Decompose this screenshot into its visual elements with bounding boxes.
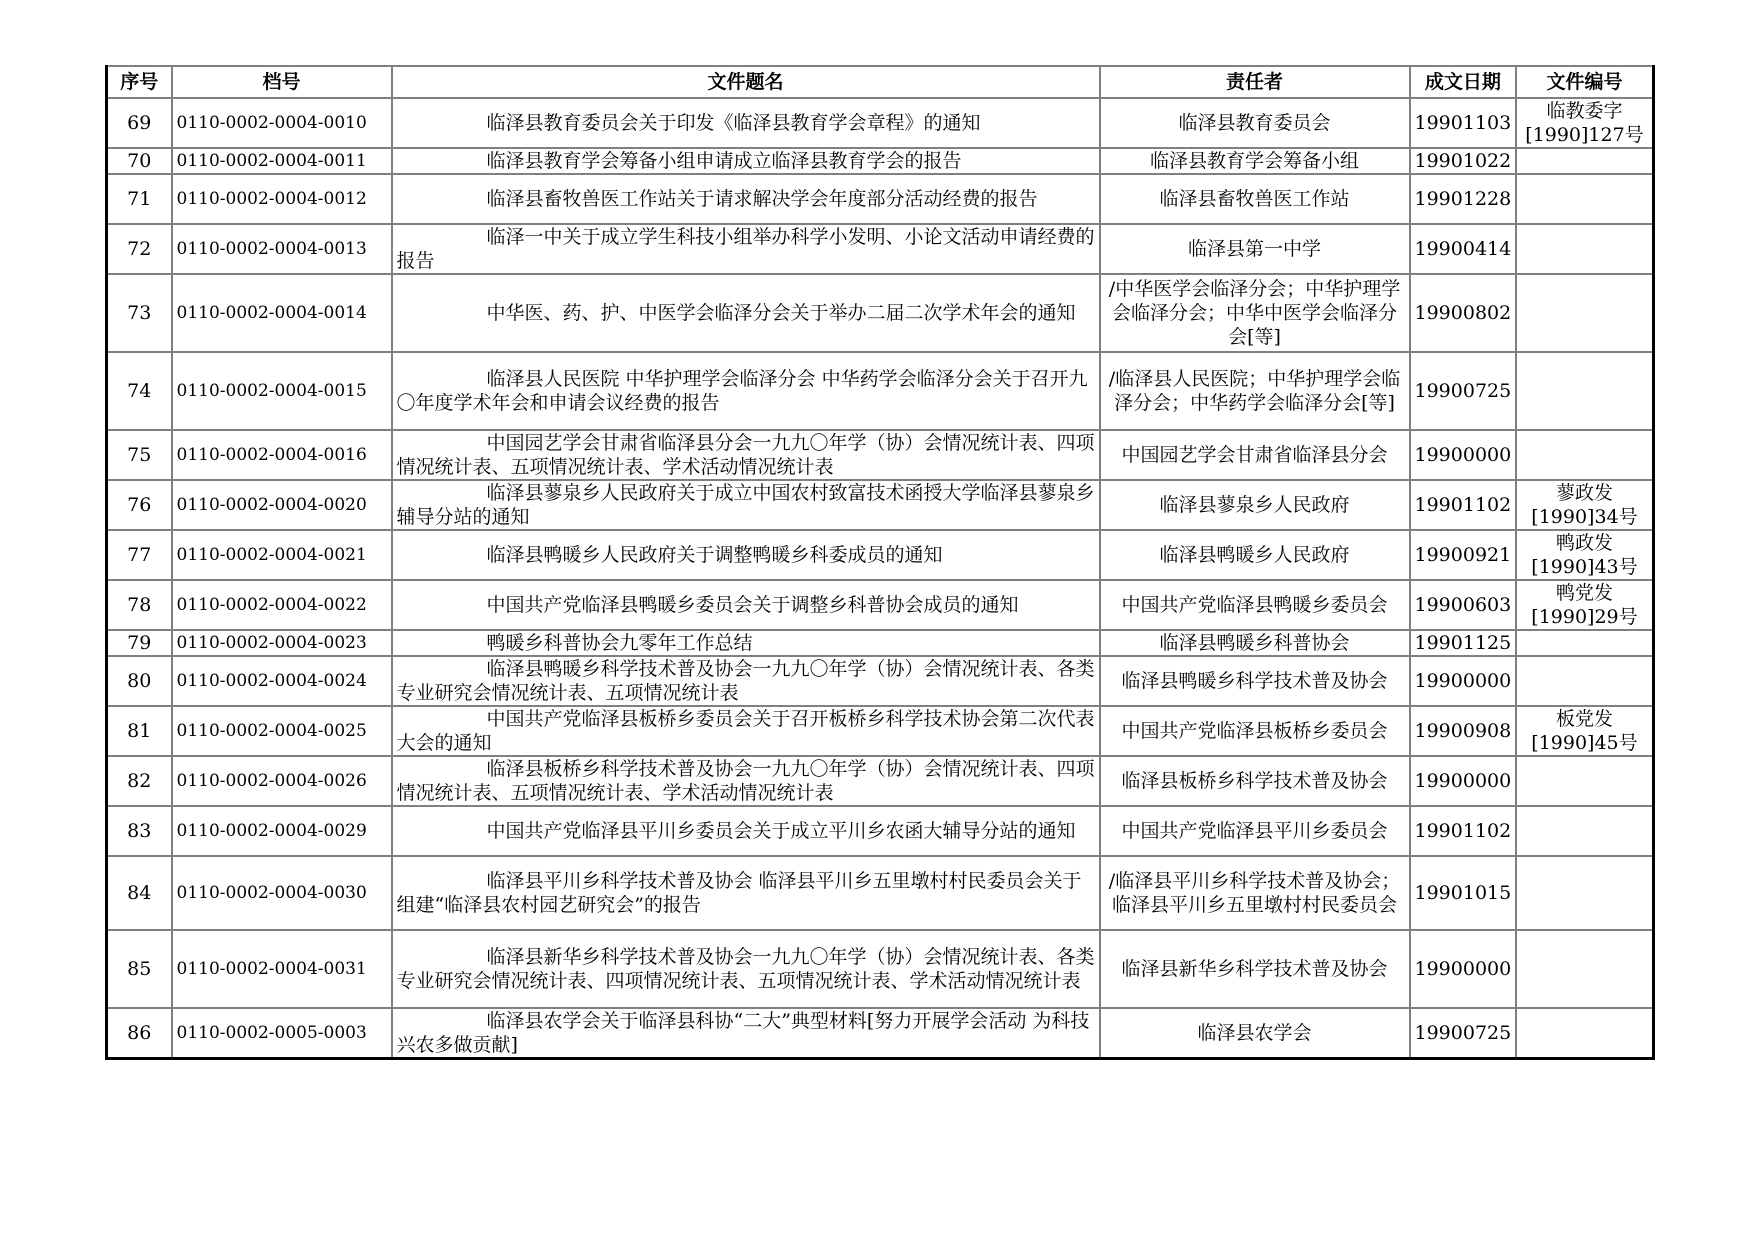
- archive-code-cell: 0110-0002-0004-0012: [172, 174, 392, 224]
- document-title-cell: [392, 148, 1100, 174]
- document-number-cell: [1516, 224, 1653, 274]
- archive-code-cell: 0110-0002-0004-0023: [172, 630, 392, 656]
- responsible-party-cell: 临泽县第一中学: [1100, 224, 1410, 274]
- document-date-cell: 19900414: [1410, 224, 1517, 274]
- document-date-cell: 19900000: [1410, 930, 1517, 1008]
- document-number-cell: [1516, 352, 1653, 430]
- archive-code-cell: 0110-0002-0004-0025: [172, 706, 392, 756]
- document-title-text: 临泽县畜牧兽医工作站关于请求解决学会年度部分活动经费的报告: [486, 188, 1038, 210]
- document-number-cell: [1516, 274, 1653, 352]
- table-row: [107, 148, 1654, 174]
- table-row: [107, 352, 1654, 430]
- table-row: [107, 224, 1654, 274]
- archive-code-cell: 0110-0002-0005-0003: [172, 1008, 392, 1059]
- document-number-cell: 板党发[1990]45号: [1516, 706, 1653, 756]
- document-title-cell: [392, 174, 1100, 224]
- table-row: [107, 630, 1654, 656]
- serial-number-cell: 72: [107, 224, 172, 274]
- document-title-text: 临泽县教育委员会关于印发《临泽县教育学会章程》的通知: [486, 112, 981, 134]
- document-title-text: 临泽县人民医院 中华护理学会临泽分会 中华药学会临泽分会关于召开九〇年度学术年会和申请会议经费的报告: [396, 368, 1088, 414]
- responsible-party-cell: /临泽县平川乡科学技术普及协会；临泽县平川乡五里墩村村民委员会: [1100, 856, 1410, 930]
- serial-number-cell: 84: [107, 856, 172, 930]
- table-row: [107, 856, 1654, 930]
- document-title-text: 临泽县平川乡科学技术普及协会 临泽县平川乡五里墩村村民委员会关于组建“临泽县农村园艺研究会”的报告: [396, 870, 1082, 916]
- serial-number-cell: 80: [107, 656, 172, 706]
- document-date-cell: 19901102: [1410, 480, 1517, 530]
- archive-catalog-table: [105, 65, 1655, 1060]
- table-row: [107, 274, 1654, 352]
- document-title-cell: [392, 806, 1100, 856]
- document-number-cell: [1516, 148, 1653, 174]
- responsible-party-cell: /临泽县人民医院；中华护理学会临泽分会；中华药学会临泽分会[等]: [1100, 352, 1410, 430]
- responsible-party-cell: 中国共产党临泽县鸭暖乡委员会: [1100, 580, 1410, 630]
- document-number-cell: [1516, 430, 1653, 480]
- document-date-cell: 19901022: [1410, 148, 1517, 174]
- header-document-title: 文件题名: [392, 66, 1100, 98]
- table-row: [107, 430, 1654, 480]
- document-date-cell: 19900725: [1410, 1008, 1517, 1059]
- responsible-party-cell: 临泽县教育委员会: [1100, 98, 1410, 148]
- archive-code-cell: 0110-0002-0004-0026: [172, 756, 392, 806]
- document-title-text: 临泽县鸭暖乡科学技术普及协会一九九〇年学（协）会情况统计表、各类专业研究会情况统计表、五项情况统计表: [396, 658, 1095, 704]
- document-date-cell: 19901125: [1410, 630, 1517, 656]
- table-row: [107, 656, 1654, 706]
- serial-number-cell: 71: [107, 174, 172, 224]
- document-date-cell: 19900603: [1410, 580, 1517, 630]
- document-title-cell: [392, 530, 1100, 580]
- responsible-party-cell: 临泽县畜牧兽医工作站: [1100, 174, 1410, 224]
- document-number-cell: 鸭党发[1990]29号: [1516, 580, 1653, 630]
- archive-code-cell: 0110-0002-0004-0013: [172, 224, 392, 274]
- document-title-cell: [392, 430, 1100, 480]
- document-number-cell: 临教委字[1990]127号: [1516, 98, 1653, 148]
- document-date-cell: 19900802: [1410, 274, 1517, 352]
- document-number-cell: [1516, 930, 1653, 1008]
- responsible-party-cell: 临泽县蓼泉乡人民政府: [1100, 480, 1410, 530]
- document-title-text: 临泽县教育学会筹备小组申请成立临泽县教育学会的报告: [486, 150, 962, 172]
- serial-number-cell: 76: [107, 480, 172, 530]
- serial-number-cell: 74: [107, 352, 172, 430]
- document-title-text: 中华医、药、护、中医学会临泽分会关于举办二届二次学术年会的通知: [486, 302, 1076, 324]
- document-title-cell: [392, 480, 1100, 530]
- document-date-cell: 19901228: [1410, 174, 1517, 224]
- serial-number-cell: 79: [107, 630, 172, 656]
- document-number-cell: [1516, 1008, 1653, 1059]
- document-date-cell: 19900000: [1410, 430, 1517, 480]
- archive-code-cell: 0110-0002-0004-0029: [172, 806, 392, 856]
- archive-code-cell: 0110-0002-0004-0011: [172, 148, 392, 174]
- archive-code-cell: 0110-0002-0004-0022: [172, 580, 392, 630]
- document-title-text: 临泽县鸭暖乡人民政府关于调整鸭暖乡科委成员的通知: [486, 544, 943, 566]
- document-number-cell: 鸭政发[1990]43号: [1516, 530, 1653, 580]
- document-title-cell: [392, 1008, 1100, 1059]
- document-title-cell: [392, 930, 1100, 1008]
- archive-code-cell: 0110-0002-0004-0030: [172, 856, 392, 930]
- responsible-party-cell: /中华医学会临泽分会；中华护理学会临泽分会；中华中医学会临泽分会[等]: [1100, 274, 1410, 352]
- document-number-cell: [1516, 174, 1653, 224]
- header-document-date: 成文日期: [1410, 66, 1517, 98]
- table-row: [107, 480, 1654, 530]
- table-row: [107, 174, 1654, 224]
- document-title-text: 临泽县农学会关于临泽县科协“二大”典型材料[努力开展学会活动 为科技兴农多做贡献]: [396, 1010, 1090, 1056]
- document-title-cell: [392, 856, 1100, 930]
- serial-number-cell: 75: [107, 430, 172, 480]
- document-title-text: 临泽一中关于成立学生科技小组举办科学小发明、小论文活动申请经费的报告: [396, 226, 1095, 272]
- header-serial-number: 序号: [107, 66, 172, 98]
- document-title-text: 中国共产党临泽县平川乡委员会关于成立平川乡农函大辅导分站的通知: [486, 820, 1076, 842]
- header-archive-code: 档号: [172, 66, 392, 98]
- responsible-party-cell: 中国园艺学会甘肃省临泽县分会: [1100, 430, 1410, 480]
- document-title-text: 中国共产党临泽县鸭暖乡委员会关于调整乡科普协会成员的通知: [486, 594, 1019, 616]
- document-title-text: 临泽县蓼泉乡人民政府关于成立中国农村致富技术函授大学临泽县蓼泉乡辅导分站的通知: [396, 482, 1095, 528]
- table-row: [107, 530, 1654, 580]
- responsible-party-cell: 临泽县鸭暖乡科普协会: [1100, 630, 1410, 656]
- document-date-cell: 19900908: [1410, 706, 1517, 756]
- document-title-cell: [392, 352, 1100, 430]
- table-row: [107, 756, 1654, 806]
- document-number-cell: 蓼政发[1990]34号: [1516, 480, 1653, 530]
- archive-code-cell: 0110-0002-0004-0020: [172, 480, 392, 530]
- document-date-cell: 19900921: [1410, 530, 1517, 580]
- responsible-party-cell: 临泽县教育学会筹备小组: [1100, 148, 1410, 174]
- document-title-cell: [392, 274, 1100, 352]
- document-date-cell: 19900725: [1410, 352, 1517, 430]
- serial-number-cell: 83: [107, 806, 172, 856]
- document-title-cell: [392, 224, 1100, 274]
- archive-code-cell: 0110-0002-0004-0014: [172, 274, 392, 352]
- document-title-text: 中国共产党临泽县板桥乡委员会关于召开板桥乡科学技术协会第二次代表大会的通知: [396, 708, 1095, 754]
- responsible-party-cell: 临泽县板桥乡科学技术普及协会: [1100, 756, 1410, 806]
- document-title-cell: [392, 656, 1100, 706]
- serial-number-cell: 73: [107, 274, 172, 352]
- document-number-cell: [1516, 856, 1653, 930]
- table-row: [107, 1008, 1654, 1059]
- responsible-party-cell: 临泽县农学会: [1100, 1008, 1410, 1059]
- serial-number-cell: 81: [107, 706, 172, 756]
- serial-number-cell: 86: [107, 1008, 172, 1059]
- document-title-text: 临泽县板桥乡科学技术普及协会一九九〇年学（协）会情况统计表、四项情况统计表、五项情况统计表、学术活动情况统计表: [396, 758, 1095, 804]
- serial-number-cell: 77: [107, 530, 172, 580]
- archive-code-cell: 0110-0002-0004-0010: [172, 98, 392, 148]
- table-row: [107, 806, 1654, 856]
- document-number-cell: [1516, 756, 1653, 806]
- document-date-cell: 19901103: [1410, 98, 1517, 148]
- archive-code-cell: 0110-0002-0004-0015: [172, 352, 392, 430]
- responsible-party-cell: 中国共产党临泽县平川乡委员会: [1100, 806, 1410, 856]
- document-number-cell: [1516, 656, 1653, 706]
- document-date-cell: 19900000: [1410, 756, 1517, 806]
- responsible-party-cell: 临泽县新华乡科学技术普及协会: [1100, 930, 1410, 1008]
- serial-number-cell: 78: [107, 580, 172, 630]
- responsible-party-cell: 中国共产党临泽县板桥乡委员会: [1100, 706, 1410, 756]
- serial-number-cell: 69: [107, 98, 172, 148]
- table-row: [107, 930, 1654, 1008]
- table-row: [107, 706, 1654, 756]
- table-row: [107, 98, 1654, 148]
- document-title-cell: [392, 580, 1100, 630]
- document-title-cell: [392, 98, 1100, 148]
- document-title-cell: [392, 756, 1100, 806]
- serial-number-cell: 82: [107, 756, 172, 806]
- document-date-cell: 19901015: [1410, 856, 1517, 930]
- archive-code-cell: 0110-0002-0004-0021: [172, 530, 392, 580]
- document-title-cell: [392, 630, 1100, 656]
- serial-number-cell: 85: [107, 930, 172, 1008]
- serial-number-cell: 70: [107, 148, 172, 174]
- archive-code-cell: 0110-0002-0004-0024: [172, 656, 392, 706]
- document-number-cell: [1516, 806, 1653, 856]
- document-number-cell: [1516, 630, 1653, 656]
- archive-code-cell: 0110-0002-0004-0016: [172, 430, 392, 480]
- table-row: [107, 580, 1654, 630]
- document-title-text: 鸭暖乡科普协会九零年工作总结: [486, 632, 753, 654]
- archive-code-cell: 0110-0002-0004-0031: [172, 930, 392, 1008]
- document-date-cell: 19900000: [1410, 656, 1517, 706]
- header-responsible-party: 责任者: [1100, 66, 1410, 98]
- responsible-party-cell: 临泽县鸭暖乡科学技术普及协会: [1100, 656, 1410, 706]
- responsible-party-cell: 临泽县鸭暖乡人民政府: [1100, 530, 1410, 580]
- table-body: [107, 98, 1654, 1059]
- table-header-row: [107, 66, 1654, 98]
- document-title-cell: [392, 706, 1100, 756]
- document-title-text: 临泽县新华乡科学技术普及协会一九九〇年学（协）会情况统计表、各类专业研究会情况统计表、四项情况统计表、五项情况统计表、学术活动情况统计表: [396, 946, 1095, 992]
- header-document-number: 文件编号: [1516, 66, 1653, 98]
- document-date-cell: 19901102: [1410, 806, 1517, 856]
- document-title-text: 中国园艺学会甘肃省临泽县分会一九九〇年学（协）会情况统计表、四项情况统计表、五项情况统计表、学术活动情况统计表: [396, 432, 1095, 478]
